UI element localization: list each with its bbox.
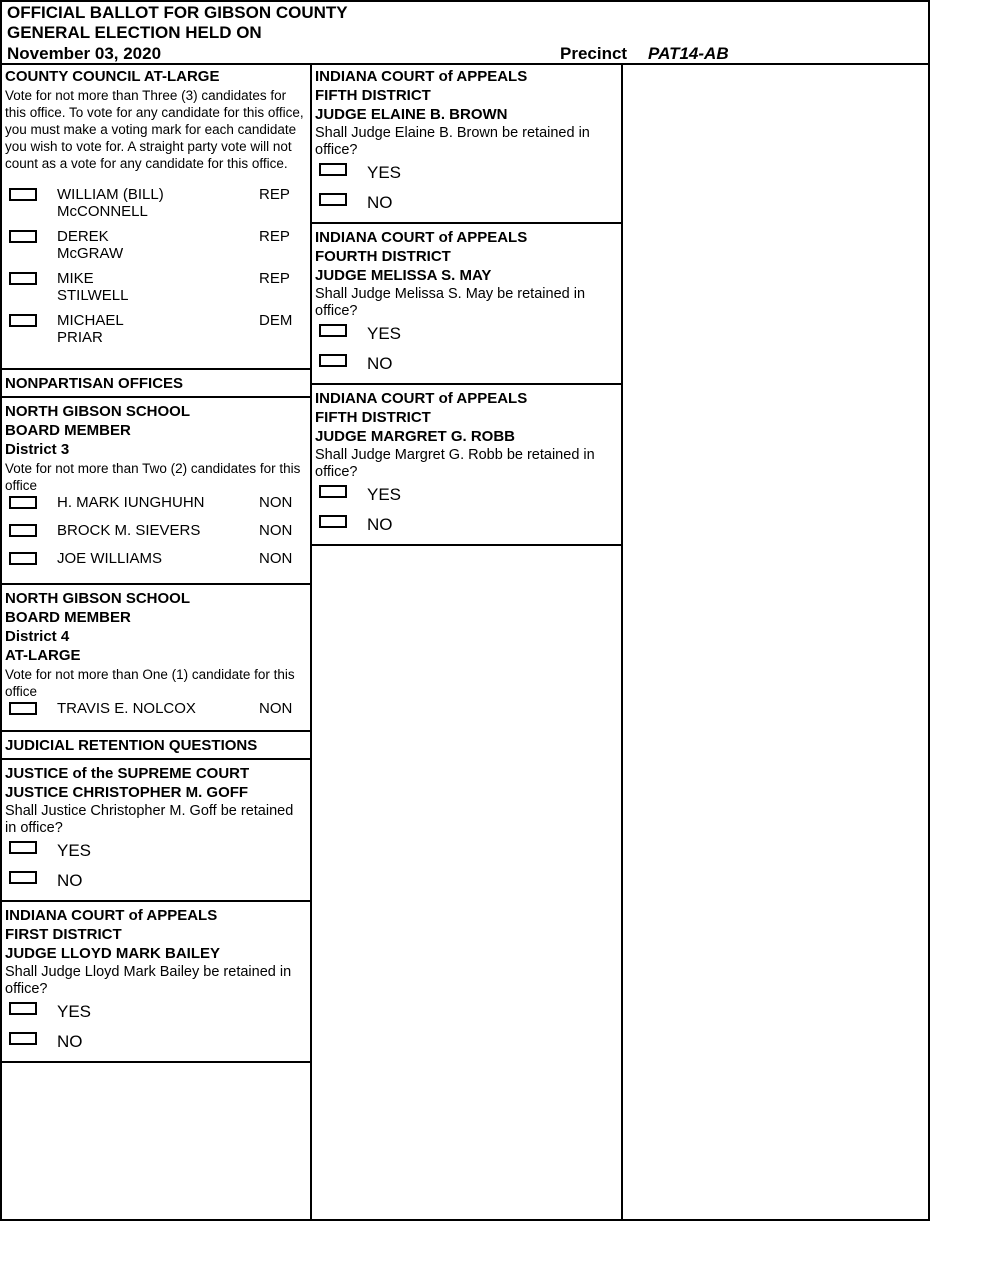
- vote-checkbox[interactable]: [9, 1032, 37, 1045]
- candidate-row[interactable]: [5, 550, 307, 572]
- option-label: NO: [367, 354, 393, 373]
- candidate-name: JOE WILLIAMS: [57, 550, 163, 567]
- county-council-contest: [2, 63, 310, 370]
- yes-option[interactable]: [315, 320, 618, 350]
- contest-instructions: Vote for not more than Three (3) candidates for this office. To vote for any candidate for this office, you must make a voting mark for each candidate you wish to vote for. A straight party vote will not count as a vote for any candidate for this office.: [5, 88, 304, 171]
- candidate-row[interactable]: [5, 228, 307, 264]
- vote-checkbox[interactable]: [9, 871, 37, 884]
- option-label: YES: [367, 485, 402, 504]
- contest-heading: JUDGE ELAINE B. BROWN: [315, 106, 508, 123]
- no-option[interactable]: [315, 350, 618, 380]
- vote-checkbox[interactable]: [9, 524, 37, 537]
- vote-checkbox[interactable]: [9, 230, 37, 243]
- retention-question: Shall Justice Christopher M. Goff be retained in office?: [5, 803, 294, 836]
- precinct-value: PAT14-AB: [648, 44, 729, 63]
- vote-checkbox[interactable]: [319, 515, 347, 528]
- candidate-party: REP: [259, 186, 290, 203]
- school-board-district-4-contest: [2, 585, 310, 732]
- candidate-name: BROCK M. SIEVERS: [57, 522, 201, 539]
- yes-option[interactable]: [315, 159, 618, 189]
- contest-heading: JUDGE MARGRET G. ROBB: [315, 428, 516, 445]
- contest-heading: BOARD MEMBER: [5, 609, 131, 626]
- candidate-row[interactable]: [5, 312, 307, 348]
- vote-checkbox[interactable]: [9, 314, 37, 327]
- retention-brown: [312, 63, 621, 224]
- contest-heading: INDIANA COURT of APPEALS: [5, 907, 218, 924]
- ballot-title-line2: GENERAL ELECTION HELD ON: [7, 23, 262, 42]
- contest-heading: JUDGE MELISSA S. MAY: [315, 267, 492, 284]
- vote-checkbox[interactable]: [319, 485, 347, 498]
- option-label: YES: [57, 841, 92, 860]
- option-label: NO: [57, 1032, 83, 1051]
- school-board-district-3-contest: [2, 398, 310, 585]
- vote-checkbox[interactable]: [9, 552, 37, 565]
- contest-heading: AT-LARGE: [5, 647, 81, 664]
- retention-question: Shall Judge Elaine B. Brown be retained in office?: [315, 125, 590, 158]
- contest-instructions: Vote for not more than One (1) candidate for this office: [5, 667, 295, 699]
- option-label: YES: [367, 324, 402, 343]
- candidate-row[interactable]: [5, 700, 307, 722]
- contest-heading: District 3: [5, 441, 70, 458]
- yes-option[interactable]: [315, 481, 618, 511]
- contest-heading: FOURTH DISTRICT: [315, 248, 451, 265]
- contest-heading: JUDGE LLOYD MARK BAILEY: [5, 945, 221, 962]
- ballot-header: [2, 2, 928, 65]
- candidate-row[interactable]: [5, 270, 307, 306]
- candidate-name: H. MARK IUNGHUHN: [57, 494, 205, 511]
- retention-question: Shall Judge Melissa S. May be retained in office?: [315, 286, 586, 319]
- candidate-party: NON: [259, 522, 293, 539]
- contest-heading: JUSTICE CHRISTOPHER M. GOFF: [5, 784, 249, 801]
- candidate-name: MICHAEL PRIAR: [57, 312, 124, 346]
- ballot-column-1: [2, 63, 312, 1219]
- retention-bailey: [2, 902, 310, 1063]
- retention-question: Shall Judge Lloyd Mark Bailey be retained in office?: [5, 964, 292, 997]
- candidate-name: WILLIAM (BILL) McCONNELL: [57, 186, 164, 220]
- election-date: November 03, 2020: [7, 44, 162, 63]
- contest-instructions: Vote for not more than Two (2) candidates for this office: [5, 461, 301, 493]
- contest-heading: BOARD MEMBER: [5, 422, 131, 439]
- yes-option[interactable]: [5, 998, 307, 1028]
- vote-checkbox[interactable]: [9, 188, 37, 201]
- contest-heading: INDIANA COURT of APPEALS: [315, 68, 528, 85]
- option-label: YES: [57, 1002, 92, 1021]
- no-option[interactable]: [315, 511, 618, 541]
- option-label: NO: [367, 193, 393, 212]
- no-option[interactable]: [5, 1028, 307, 1058]
- contest-heading: FIRST DISTRICT: [5, 926, 122, 943]
- candidate-party: NON: [259, 700, 293, 717]
- retention-question: Shall Judge Margret G. Robb be retained in office?: [315, 447, 595, 480]
- candidate-party: NON: [259, 550, 293, 567]
- contest-heading: FIFTH DISTRICT: [315, 409, 431, 426]
- contest-heading: INDIANA COURT of APPEALS: [315, 229, 528, 246]
- candidate-name: TRAVIS E. NOLCOX: [57, 700, 196, 717]
- nonpartisan-offices-heading: NONPARTISAN OFFICES: [2, 370, 310, 398]
- contest-heading: NORTH GIBSON SCHOOL: [5, 590, 191, 607]
- contest-heading: FIFTH DISTRICT: [315, 87, 431, 104]
- judicial-retention-heading: JUDICIAL RETENTION QUESTIONS: [2, 732, 310, 760]
- retention-goff: [2, 760, 310, 902]
- ballot-column-3: [623, 63, 928, 1219]
- yes-option[interactable]: [5, 837, 307, 867]
- candidate-party: NON: [259, 494, 293, 511]
- contest-heading: District 4: [5, 628, 70, 645]
- vote-checkbox[interactable]: [319, 193, 347, 206]
- candidate-row[interactable]: [5, 522, 307, 544]
- candidate-row[interactable]: [5, 494, 307, 516]
- vote-checkbox[interactable]: [9, 272, 37, 285]
- vote-checkbox[interactable]: [319, 163, 347, 176]
- vote-checkbox[interactable]: [9, 1002, 37, 1015]
- contest-heading: NORTH GIBSON SCHOOL: [5, 403, 191, 420]
- candidate-name: MIKE STILWELL: [57, 270, 129, 304]
- vote-checkbox[interactable]: [9, 841, 37, 854]
- vote-checkbox[interactable]: [319, 324, 347, 337]
- ballot-column-2: [312, 63, 623, 1219]
- candidate-party: DEM: [259, 312, 293, 329]
- contest-heading: INDIANA COURT of APPEALS: [315, 390, 528, 407]
- ballot-title-line1: OFFICIAL BALLOT FOR GIBSON COUNTY: [7, 3, 348, 22]
- retention-robb: [312, 385, 621, 546]
- contest-heading: COUNTY COUNCIL AT-LARGE: [5, 68, 220, 85]
- vote-checkbox[interactable]: [319, 354, 347, 367]
- retention-may: [312, 224, 621, 385]
- candidate-party: REP: [259, 228, 290, 245]
- no-option[interactable]: [315, 189, 618, 219]
- option-label: NO: [57, 871, 83, 890]
- option-label: YES: [367, 163, 402, 182]
- option-label: NO: [367, 515, 393, 534]
- vote-checkbox[interactable]: [9, 702, 37, 715]
- candidate-row[interactable]: [5, 186, 307, 222]
- vote-checkbox[interactable]: [9, 496, 37, 509]
- precinct-label: Precinct: [560, 44, 628, 63]
- candidate-party: REP: [259, 270, 290, 287]
- no-option[interactable]: [5, 867, 307, 897]
- candidate-name: DEREK McGRAW: [57, 228, 124, 262]
- contest-heading: JUSTICE of the SUPREME COURT: [5, 765, 250, 782]
